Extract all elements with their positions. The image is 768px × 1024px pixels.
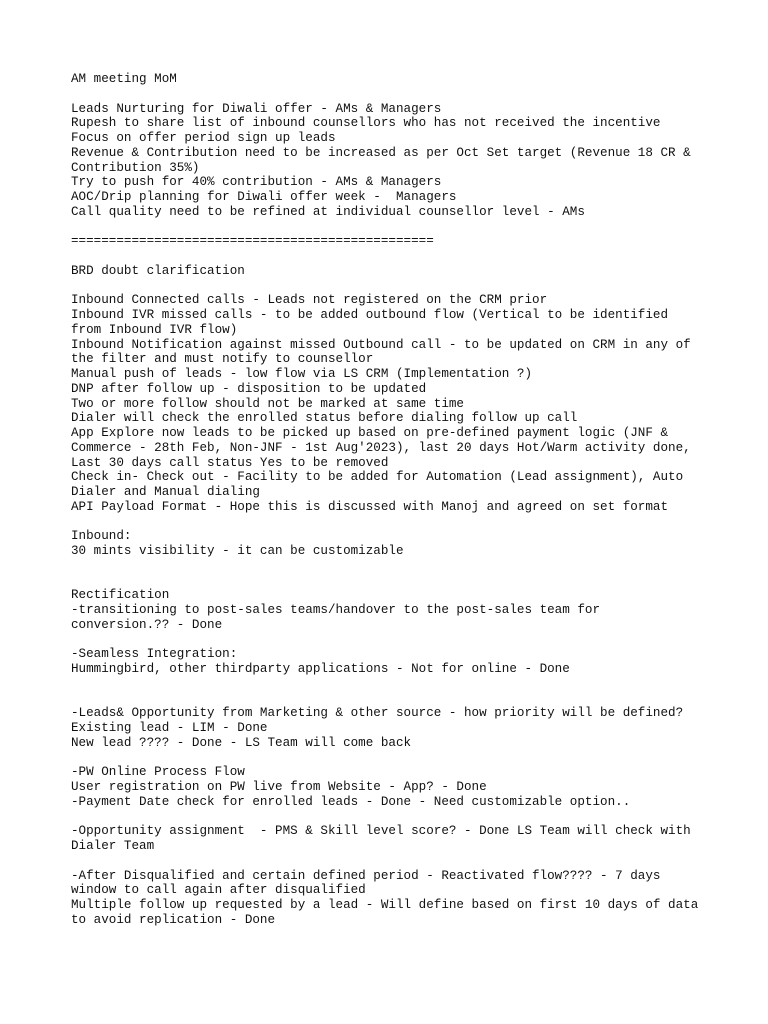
text-line: -Opportunity assignment - PMS & Skill level score? - Done LS Team will check with <box>71 824 691 839</box>
text-line: Dialer and Manual dialing <box>71 485 260 499</box>
text-line: Hummingbird, other thirdparty applications - Not for online - Done <box>71 662 570 676</box>
text-line: Last 30 days call status Yes to be removed <box>71 455 389 470</box>
text-line: Dialer Team <box>71 839 155 853</box>
text-line: Inbound: <box>71 529 132 544</box>
text-line: -Payment Date check for enrolled leads - Done - Need customizable option.. <box>71 794 631 809</box>
blank-line <box>71 574 731 589</box>
blank-line <box>71 87 731 102</box>
text-line: -PW Online Process Flow <box>71 765 245 780</box>
text-line: Inbound Connected calls - Leads not registered on the CRM prior <box>71 293 548 308</box>
text-line: Check in- Check out - Facility to be added for Automation (Lead assignment), Auto <box>71 470 684 485</box>
blank-line <box>71 249 731 264</box>
text-line: window to call again after disqualified <box>71 883 366 898</box>
text-line: 30 mints visibility - it can be customizable <box>71 544 404 558</box>
text-line: conversion.?? - Done <box>71 617 223 632</box>
blank-line <box>71 279 731 294</box>
text-line: Two or more follow should not be marked at same time <box>71 396 464 411</box>
text-line: Inbound IVR missed calls - to be added outbound flow (Vertical to be identified <box>71 308 669 322</box>
text-line: Commerce - 28th Feb, Non-JNF - 1st Aug'2023), last 20 days Hot/Warm activity done, <box>71 440 691 455</box>
blank-line <box>71 677 731 692</box>
text-line: the filter and must notify to counsellor <box>71 352 374 367</box>
text-line: BRD doubt clarification <box>71 263 245 278</box>
text-line: Manual push of leads - low flow via LS CRM (Implementation ?) <box>71 367 533 381</box>
text-line: -Leads& Opportunity from Marketing & other source - how priority will be defined? <box>71 706 684 721</box>
text-line: Focus on offer period sign up leads <box>71 131 336 145</box>
text-line: from Inbound IVR flow) <box>71 322 238 337</box>
text-line: Rupesh to share list of inbound counsellors who has not received the incentive <box>71 116 661 131</box>
blank-line <box>71 751 731 766</box>
text-line: Dialer will check the enrolled status before dialing follow up call <box>71 411 578 426</box>
text-line: Contribution 35%) <box>71 160 200 175</box>
text-line: Revenue & Contribution need to be increased as per Oct Set target (Revenue 18 CR & <box>71 145 691 160</box>
blank-line <box>71 633 731 648</box>
text-line: AM meeting MoM <box>71 72 177 86</box>
text-line: AOC/Drip planning for Diwali offer week - Managers <box>71 190 457 204</box>
text-line: API Payload Format - Hope this is discussed with Manoj and agreed on set format <box>71 499 669 514</box>
text-line: to avoid replication - Done <box>71 912 276 927</box>
text-line: Leads Nurturing for Diwali offer - AMs & Managers <box>71 101 442 116</box>
blank-line <box>71 220 731 235</box>
text-line: User registration on PW live from Website - App? - Done <box>71 780 487 794</box>
text-line: -transitioning to post-sales teams/handover to the post-sales team for <box>71 603 601 617</box>
text-line: -After Disqualified and certain defined period - Reactivated flow???? - 7 days <box>71 868 661 883</box>
text-line: Rectification <box>71 588 170 603</box>
text-line: DNP after follow up - disposition to be updated <box>71 381 427 396</box>
text-line: Inbound Notification against missed Outbound call - to be updated on CRM in any of <box>71 337 691 352</box>
text-line: App Explore now leads to be picked up based on pre-defined payment logic (JNF & <box>71 426 669 440</box>
blank-line <box>71 810 731 825</box>
blank-line <box>71 854 731 869</box>
text-line: -Seamless Integration: <box>71 647 238 662</box>
blank-line <box>71 515 731 530</box>
blank-line <box>71 692 731 707</box>
text-line: Existing lead - LIM - Done <box>71 721 268 735</box>
document-body <box>71 72 731 928</box>
text-line: Call quality need to be refined at individual counsellor level - AMs <box>71 204 585 219</box>
text-line: Multiple follow up requested by a lead - Will define based on first 10 days of data <box>71 898 699 912</box>
text-line: New lead ???? - Done - LS Team will come back <box>71 735 412 750</box>
blank-line <box>71 559 731 574</box>
text-line: Try to push for 40% contribution - AMs & Managers <box>71 175 442 190</box>
text-line: ================================================ <box>71 234 434 249</box>
